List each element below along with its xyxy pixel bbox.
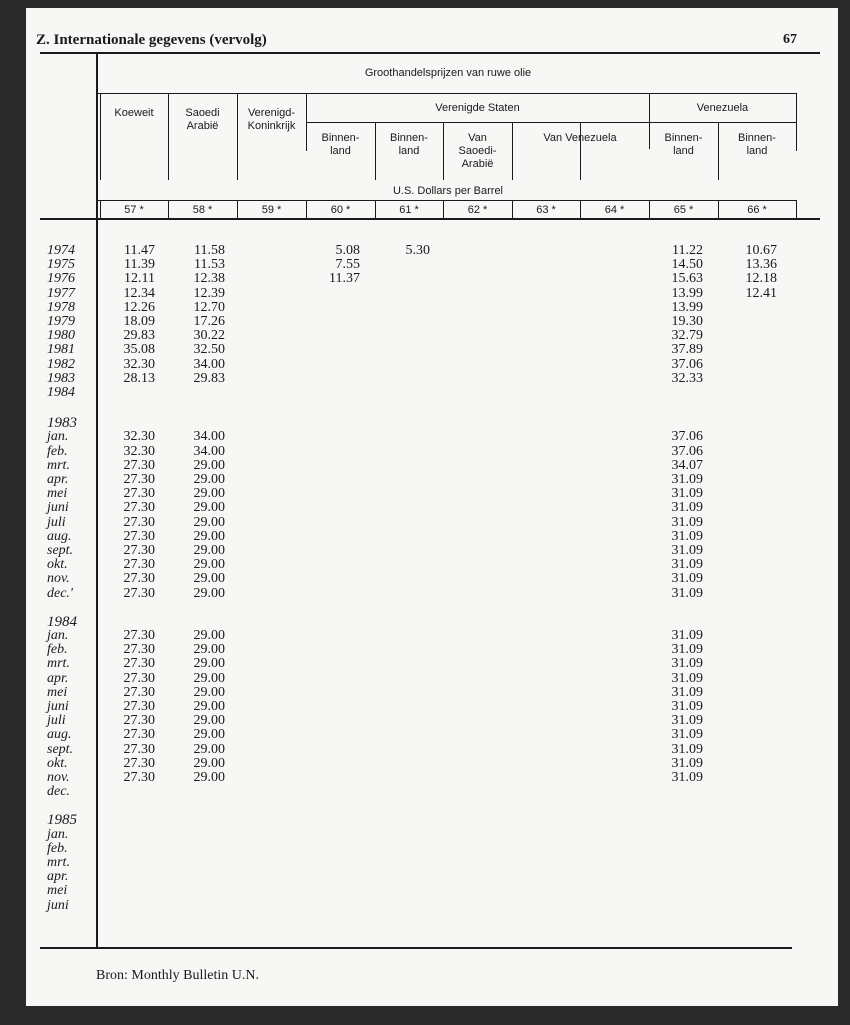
cell-value: 12.70 — [193, 299, 225, 315]
cell-value: 37.06 — [671, 356, 703, 372]
table-row — [26, 629, 838, 643]
table-row — [26, 700, 838, 714]
cell-value: 31.09 — [671, 514, 703, 530]
column-divider — [375, 122, 376, 180]
cell-value: 12.39 — [193, 285, 225, 301]
table-row — [26, 714, 838, 728]
cell-value: 31.09 — [671, 770, 703, 785]
cell-value: 27.30 — [123, 656, 155, 672]
row-label: juni — [47, 699, 69, 714]
cell-value: 11.22 — [672, 243, 703, 258]
cell-value: 27.30 — [123, 514, 155, 530]
column-divider — [512, 122, 513, 180]
row-label: dec.' — [47, 585, 73, 601]
unit-label: U.S. Dollars per Barrel — [392, 185, 504, 197]
row-label: feb. — [47, 840, 68, 856]
cell-value: 12.11 — [124, 271, 155, 287]
code-rule — [98, 200, 796, 201]
row-label: jan. — [47, 826, 69, 842]
table-row — [26, 842, 838, 856]
table-row — [26, 643, 838, 657]
cell-value: 29.00 — [193, 755, 225, 771]
table-row — [26, 258, 838, 272]
row-label: 1979 — [47, 314, 75, 329]
cell-value: 12.26 — [123, 299, 155, 315]
table-row — [26, 272, 838, 286]
top-rule — [40, 52, 820, 54]
cell-value: 31.09 — [671, 699, 703, 714]
cell-value: 32.30 — [123, 356, 155, 372]
header-bottom-rule — [40, 218, 820, 220]
table-row — [26, 813, 838, 827]
cell-value: 29.83 — [123, 328, 155, 344]
cell-value: 29.00 — [193, 486, 225, 502]
cell-value: 7.55 — [335, 257, 360, 273]
cell-value: 31.09 — [671, 741, 703, 757]
row-label: apr. — [47, 472, 69, 487]
column-divider — [580, 122, 581, 180]
row-label: 1977 — [47, 285, 75, 301]
column-header: Saoedi Arabië — [185, 107, 220, 132]
cell-value: 27.30 — [123, 472, 155, 487]
cell-value: 29.00 — [193, 472, 225, 487]
cell-value: 27.30 — [123, 755, 155, 771]
row-label: mei — [47, 486, 68, 502]
cell-value: 13.99 — [671, 285, 703, 301]
cell-value: 12.38 — [193, 271, 225, 287]
cell-value: 34.00 — [193, 429, 225, 445]
cell-value: 27.30 — [123, 713, 155, 729]
cell-value: 29.00 — [193, 699, 225, 714]
column-header: Van Saoedi-Arabië — [458, 132, 497, 170]
cell-value: 29.00 — [193, 670, 225, 686]
main-header: Groothandelsprijzen van ruwe olie — [364, 67, 532, 79]
cell-value: 27.30 — [123, 684, 155, 700]
column-divider — [306, 93, 307, 151]
cell-value: 29.00 — [193, 557, 225, 573]
row-label: sept. — [47, 741, 74, 757]
row-label: sept. — [47, 543, 74, 558]
cell-value: 37.89 — [671, 342, 703, 358]
cell-value: 31.09 — [671, 642, 703, 658]
cell-value: 13.36 — [745, 257, 777, 273]
column-header: Binnen-land — [738, 132, 776, 157]
column-header: Binnen-land — [390, 132, 428, 157]
table-row — [26, 445, 838, 459]
table-row — [26, 372, 838, 386]
cell-value: 27.30 — [123, 670, 155, 686]
table-row — [26, 728, 838, 742]
table-row — [26, 828, 838, 842]
row-label: 1980 — [47, 328, 75, 344]
row-label: apr. — [47, 869, 69, 885]
cell-value: 35.08 — [123, 342, 155, 358]
table-row — [26, 899, 838, 913]
cell-value: 29.00 — [193, 528, 225, 544]
column-divider — [100, 93, 101, 180]
column-header: Binnen-land — [321, 132, 360, 157]
cell-value: 12.18 — [745, 271, 777, 287]
column-code: 64 * — [604, 204, 625, 216]
column-header: Koeweit — [114, 107, 154, 119]
table-row — [26, 473, 838, 487]
cell-value: 29.00 — [193, 684, 225, 700]
row-label: mei — [47, 883, 68, 899]
cell-value: 18.09 — [123, 314, 155, 329]
table-row — [26, 870, 838, 884]
cell-value: 27.30 — [123, 699, 155, 714]
column-code: 65 * — [673, 204, 694, 216]
column-divider — [443, 122, 444, 180]
row-label: 1974 — [47, 243, 75, 258]
column-divider — [718, 122, 719, 180]
document-page — [26, 8, 838, 1006]
table-row — [26, 558, 838, 572]
cell-value: 32.33 — [671, 370, 703, 386]
cell-value: 32.50 — [193, 342, 225, 358]
table-row — [26, 686, 838, 700]
row-label: mrt. — [47, 656, 70, 672]
cell-value: 37.06 — [671, 429, 703, 445]
table-row — [26, 544, 838, 558]
cell-value: 27.30 — [123, 571, 155, 587]
cell-value: 32.30 — [123, 443, 155, 459]
header-rule — [98, 93, 796, 94]
cell-value: 29.00 — [193, 514, 225, 530]
cell-value: 13.99 — [671, 299, 703, 315]
row-label: juni — [47, 500, 69, 516]
column-code: 66 * — [747, 204, 767, 216]
table-row — [26, 572, 838, 586]
cell-value: 27.30 — [123, 543, 155, 558]
row-label: mrt. — [47, 855, 70, 870]
cell-value: 31.09 — [671, 472, 703, 487]
row-label: jan. — [47, 429, 69, 445]
cell-value: 31.09 — [671, 727, 703, 743]
cell-value: 29.00 — [193, 571, 225, 587]
cell-value: 11.58 — [194, 243, 225, 258]
cell-value: 14.50 — [671, 257, 703, 273]
table-row — [26, 771, 838, 785]
column-divider — [237, 93, 238, 180]
column-code: 61 * — [399, 204, 419, 216]
table-row — [26, 615, 838, 629]
row-label: 1982 — [47, 356, 75, 372]
cell-value: 27.30 — [123, 500, 155, 516]
section-title: Z. Internationale gegevens (vervolg) — [36, 32, 267, 48]
cell-value: 31.09 — [671, 500, 703, 516]
table-row — [26, 501, 838, 515]
table-row — [26, 459, 838, 473]
cell-value: 11.47 — [124, 243, 155, 258]
column-header: Van Venezuela — [543, 132, 617, 144]
table-row — [26, 587, 838, 601]
cell-value: 29.00 — [193, 628, 225, 643]
cell-value: 34.07 — [671, 457, 703, 473]
cell-value: 29.00 — [193, 543, 225, 558]
row-label: nov. — [47, 571, 70, 587]
table-row — [26, 657, 838, 671]
table-row — [26, 785, 838, 799]
cell-value: 31.09 — [671, 755, 703, 771]
row-label: jan. — [47, 628, 69, 643]
row-label: nov. — [47, 770, 70, 785]
table-row — [26, 301, 838, 315]
cell-value: 34.00 — [193, 443, 225, 459]
column-code: 60 * — [330, 204, 351, 216]
table-row — [26, 743, 838, 757]
cell-value: 30.22 — [193, 328, 225, 344]
table-row — [26, 516, 838, 530]
source-note: Bron: Monthly Bulletin U.N. — [96, 968, 259, 983]
code-divider — [796, 200, 797, 218]
cell-value: 27.30 — [123, 457, 155, 473]
row-label: okt. — [47, 755, 68, 771]
cell-value: 29.00 — [193, 585, 225, 601]
cell-value: 29.83 — [193, 370, 225, 386]
cell-value: 29.00 — [193, 457, 225, 473]
row-label: apr. — [47, 670, 69, 686]
cell-value: 27.30 — [123, 642, 155, 658]
cell-value: 27.30 — [123, 770, 155, 785]
group-header-venezuela: Venezuela — [696, 102, 749, 114]
cell-value: 31.09 — [671, 528, 703, 544]
cell-value: 27.30 — [123, 528, 155, 544]
row-label: 1975 — [47, 257, 75, 273]
cell-value: 31.09 — [671, 557, 703, 573]
table-row — [26, 856, 838, 870]
cell-value: 5.08 — [335, 243, 360, 258]
row-label: 1984 — [47, 385, 75, 400]
cell-value: 12.41 — [745, 285, 777, 301]
group-header-us: Verenigde Staten — [435, 102, 520, 114]
cell-value: 31.09 — [671, 628, 703, 643]
cell-value: 29.00 — [193, 727, 225, 743]
table-row — [26, 343, 838, 357]
row-label: 1984 — [47, 613, 77, 630]
column-code: 63 * — [536, 204, 556, 216]
cell-value: 32.79 — [671, 328, 703, 344]
column-divider — [649, 93, 650, 149]
cell-value: 17.26 — [193, 314, 225, 329]
cell-value: 27.30 — [123, 486, 155, 502]
cell-value: 27.30 — [123, 727, 155, 743]
cell-value: 29.00 — [193, 500, 225, 516]
table-row — [26, 416, 838, 430]
bottom-rule — [40, 947, 792, 949]
row-label: aug. — [47, 727, 72, 743]
row-label: 1976 — [47, 271, 75, 287]
table-row — [26, 386, 838, 400]
row-label: mrt. — [47, 457, 70, 473]
cell-value: 11.37 — [329, 271, 360, 287]
row-label: mei — [47, 684, 68, 700]
row-label: 1983 — [47, 415, 77, 432]
row-label: okt. — [47, 557, 68, 573]
column-code: 59 * — [261, 204, 282, 216]
cell-value: 31.09 — [671, 670, 703, 686]
table-row — [26, 287, 838, 301]
cell-value: 27.30 — [123, 557, 155, 573]
column-code: 57 * — [124, 204, 144, 216]
table-row — [26, 530, 838, 544]
subgroup-rule — [306, 122, 796, 123]
table-row — [26, 487, 838, 501]
cell-value: 28.13 — [123, 370, 155, 386]
cell-value: 31.09 — [671, 585, 703, 601]
cell-value: 10.67 — [745, 243, 777, 258]
table-row — [26, 757, 838, 771]
cell-value: 29.00 — [193, 656, 225, 672]
cell-value: 31.09 — [671, 486, 703, 502]
cell-value: 29.00 — [193, 770, 225, 785]
row-label: feb. — [47, 443, 68, 459]
cell-value: 31.09 — [671, 684, 703, 700]
page-number: 67 — [783, 32, 797, 47]
cell-value: 31.09 — [671, 571, 703, 587]
cell-value: 12.34 — [123, 285, 155, 301]
cell-value: 31.09 — [671, 713, 703, 729]
row-label: juli — [47, 713, 66, 729]
cell-value: 19.30 — [671, 314, 703, 329]
cell-value: 29.00 — [193, 741, 225, 757]
column-code: 62 * — [467, 204, 488, 216]
cell-value: 27.30 — [123, 741, 155, 757]
cell-value: 11.39 — [124, 257, 155, 273]
column-header: Binnen-land — [664, 132, 703, 157]
cell-value: 15.63 — [671, 271, 703, 287]
table-row — [26, 358, 838, 372]
table-row — [26, 244, 838, 258]
row-label: 1985 — [47, 812, 77, 829]
cell-value: 37.06 — [671, 443, 703, 459]
row-label: dec. — [47, 784, 70, 800]
cell-value: 5.30 — [405, 243, 430, 258]
table-row — [26, 672, 838, 686]
table-row — [26, 315, 838, 329]
table-row — [26, 430, 838, 444]
row-label: juni — [47, 897, 69, 913]
row-label: 1978 — [47, 299, 75, 315]
row-label: aug. — [47, 528, 72, 544]
cell-value: 27.30 — [123, 585, 155, 601]
row-label: juli — [47, 514, 66, 530]
row-label: 1981 — [47, 342, 75, 358]
cell-value: 27.30 — [123, 628, 155, 643]
cell-value: 29.00 — [193, 642, 225, 658]
cell-value: 31.09 — [671, 656, 703, 672]
column-code: 58 * — [192, 204, 213, 216]
cell-value: 34.00 — [193, 356, 225, 372]
row-label: feb. — [47, 642, 68, 658]
cell-value: 29.00 — [193, 713, 225, 729]
column-divider — [168, 93, 169, 180]
cell-value: 32.30 — [123, 429, 155, 445]
table-row — [26, 884, 838, 898]
row-label: 1983 — [47, 370, 75, 386]
column-header: Verenigd-Koninkrijk — [247, 107, 296, 132]
cell-value: 11.53 — [194, 257, 225, 273]
cell-value: 31.09 — [671, 543, 703, 558]
column-divider — [796, 93, 797, 151]
table-row — [26, 329, 838, 343]
